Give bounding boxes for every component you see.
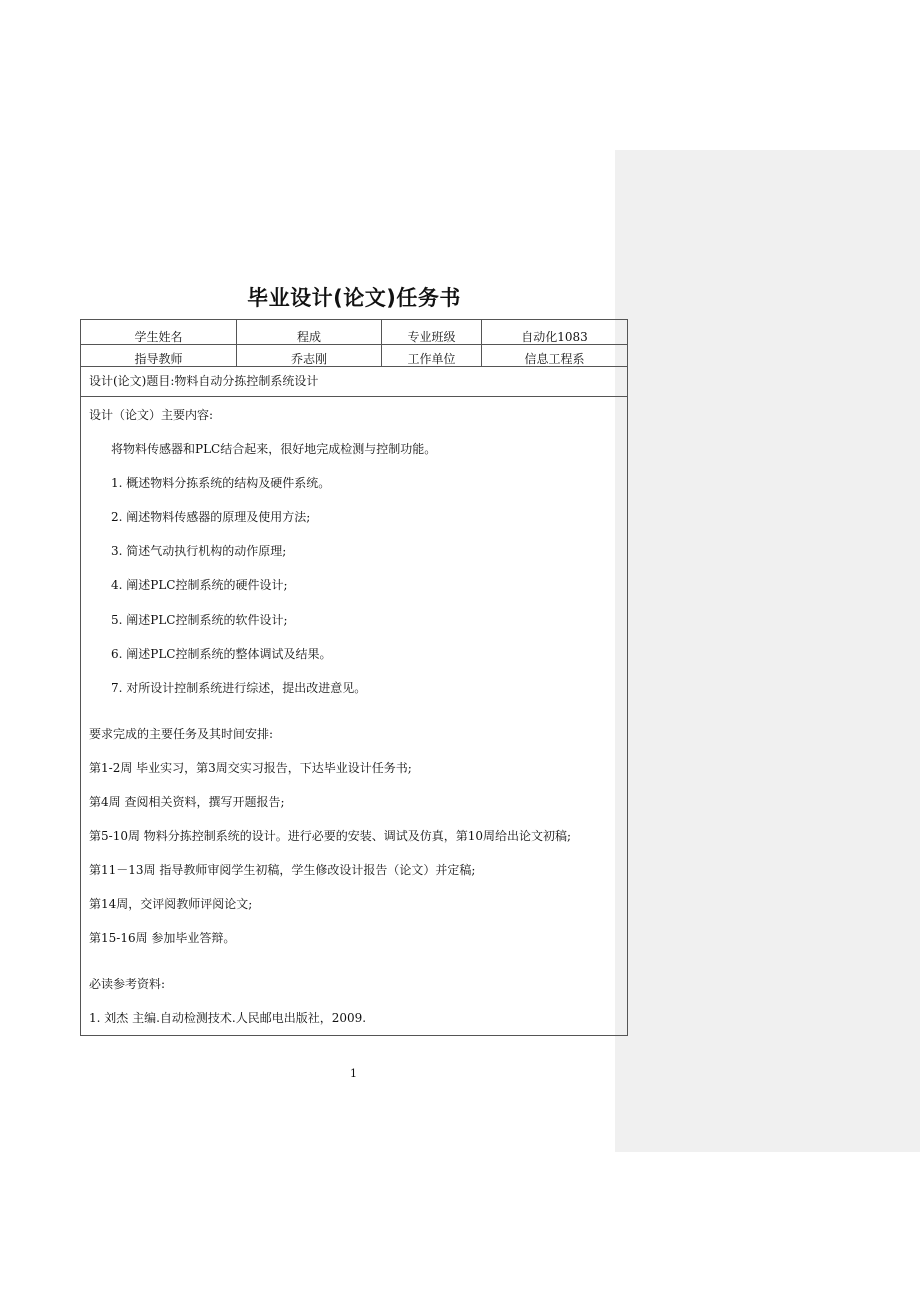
task-table [80,319,628,1036]
content-item: 6. 阐述PLC控制系统的整体调试及结果。 [111,647,332,661]
content-intro: 将物料传感器和PLC结合起来，很好地完成检测与控制功能。 [111,442,437,456]
value-advisor: 乔志刚 [237,345,382,366]
content-item: 5. 阐述PLC控制系统的软件设计; [111,613,288,627]
label-advisor: 指导教师 [81,345,237,366]
content-item: 4. 阐述PLC控制系统的硬件设计; [111,578,288,592]
content-item: 2. 阐述物料传感器的原理及使用方法; [111,510,311,524]
label-major-class: 专业班级 [382,320,482,344]
label-work-unit: 工作单位 [382,345,482,366]
schedule-item: 第11－13周 指导教师审阅学生初稿，学生修改设计报告（论文）并定稿; [89,863,476,877]
info-row-2 [81,345,627,367]
label-student-name: 学生姓名 [81,320,237,344]
reference-item: 1. 刘杰 主编.自动检测技术.人民邮电出版社，2009. [89,1011,367,1025]
value-student-name: 程成 [237,320,382,344]
comment-pane [615,150,920,1152]
content-item: 3. 简述气动执行机构的动作原理; [111,544,287,558]
value-major-class: 自动化1083 [521,330,588,344]
content-heading: 设计（论文）主要内容: [89,408,214,422]
schedule-item: 第4周 查阅相关资料，撰写开题报告; [89,795,285,809]
content-item: 7. 对所设计控制系统进行综述，提出改进意见。 [111,681,367,695]
schedule-item: 第14周，交评阅教师评阅论文; [89,897,253,911]
thesis-topic: 设计(论文)题目:物料自动分拣控制系统设计 [81,367,627,397]
schedule-item: 第5-10周 物料分拣控制系统的设计。进行必要的安装、调试及仿真，第10周给出论文初稿; [89,829,572,843]
content-item: 1. 概述物料分拣系统的结构及硬件系统。 [111,476,331,490]
value-work-unit: 信息工程系 [524,352,585,366]
page-number: 1 [350,1067,357,1080]
schedule-heading: 要求完成的主要任务及其时间安排: [89,727,274,741]
info-row-1 [81,320,627,345]
references-heading: 必读参考资料: [89,977,166,991]
document-title: 毕业设计(论文)任务书 [247,286,461,310]
schedule-item: 第1-2周 毕业实习，第3周交实习报告，下达毕业设计任务书; [89,761,412,775]
schedule-item: 第15-16周 参加毕业答辩。 [89,931,236,945]
